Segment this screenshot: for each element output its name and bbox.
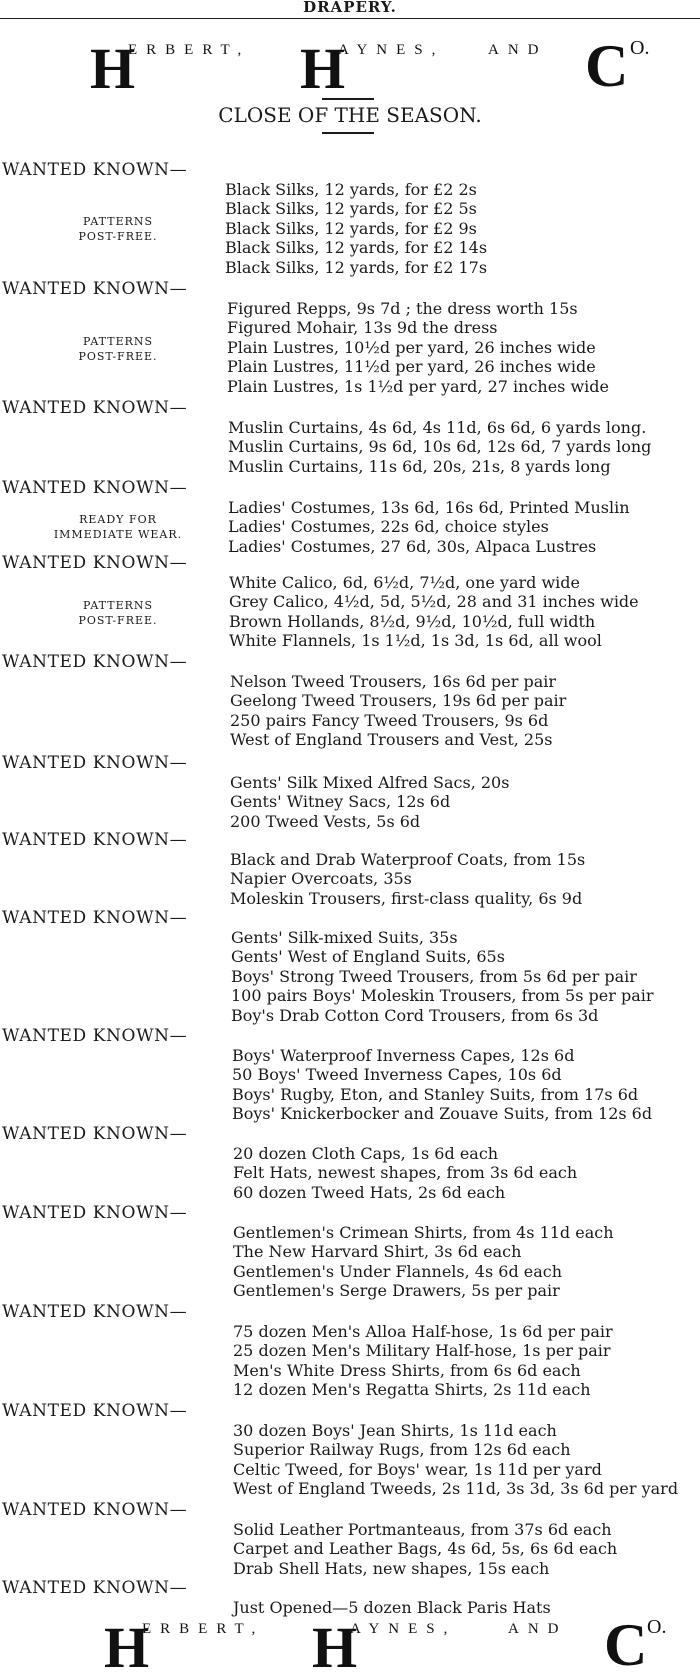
section-items [233, 1598, 551, 1617]
firm-initial-c: C [585, 33, 629, 99]
firm-and: AND [508, 1621, 568, 1637]
item-line: Plain Lustres, 1s 1½d per yard, 27 inches wide [227, 376, 609, 396]
item-line: Ladies' Costumes, 22s 6d, choice styles [228, 517, 549, 537]
item-line: Boys' Rugby, Eton, and Stanley Suits, from 17s 6d [232, 1084, 639, 1104]
item-line: Gentlemen's Crimean Shirts, from 4s 11d each [233, 1223, 614, 1242]
section-note-line: POST-FREE. [78, 230, 158, 243]
item-line: Black and Drab Waterproof Coats, from 15s [230, 850, 586, 869]
item-line: West of England Tweeds, 2s 11d, 3s 3d, 3s 6d per yard [233, 1479, 679, 1499]
section-items [229, 573, 639, 651]
firm-initial-h1: H [104, 1615, 150, 1680]
item-line: West of England Trousers and Vest, 25s [230, 730, 553, 750]
item-line: Moleskin Trousers, first-class quality, 6s 9d [230, 888, 583, 908]
item-line: Boys' Strong Tweed Trousers, from 5s 6d per pair [231, 966, 637, 986]
firm-initial-h1: H [90, 36, 136, 101]
section-heading: WANTED KNOWN— [2, 1500, 188, 1520]
item-line: The New Harvard Shirt, 3s 6d each [233, 1242, 522, 1262]
season-title: CLOSE OF THE SEASON. [218, 103, 482, 127]
item-line: Muslin Curtains, 4s 6d, 4s 11d, 6s 6d, 6 yards long. [228, 418, 647, 437]
item-line: Black Silks, 12 yards, for £2 9s [225, 218, 477, 238]
item-line: Gentlemen's Serge Drawers, 5s per pair [233, 1281, 560, 1301]
item-line: Black Silks, 12 yards, for £2 17s [225, 257, 488, 277]
section-heading: WANTED KNOWN— [2, 478, 188, 498]
firm-word-2: AYNES, [338, 42, 445, 58]
section-items [231, 928, 654, 1025]
item-line: Black Silks, 12 yards, for £2 5s [225, 199, 477, 219]
firm-co-suffix: O. [647, 1616, 667, 1638]
firm-name-top [0, 33, 700, 101]
item-line: Ladies' Costumes, 13s 6d, 16s 6d, Printed Muslin [228, 498, 630, 517]
item-line: Gents' Silk Mixed Alfred Sacs, 20s [230, 773, 510, 792]
firm-co-suffix: O. [630, 37, 650, 59]
section-note-line: PATTERNS [82, 335, 154, 348]
item-line: 75 dozen Men's Alloa Half-hose, 1s 6d per pair [233, 1322, 613, 1341]
item-line: Boys' Knickerbocker and Zouave Suits, from 12s 6d [232, 1104, 653, 1124]
item-line: Drab Shell Hats, new shapes, 15s each [233, 1558, 550, 1578]
item-line: Grey Calico, 4½d, 5d, 5½d, 28 and 31 inches wide [229, 592, 639, 612]
section-heading: WANTED KNOWN— [2, 1203, 188, 1223]
season-rule-bottom [322, 132, 374, 134]
item-line: Ladies' Costumes, 27 6d, 30s, Alpaca Lustres [228, 536, 597, 556]
item-line: Solid Leather Portmanteaus, from 37s 6d each [233, 1520, 612, 1539]
item-line: 60 dozen Tweed Hats, 2s 6d each [233, 1182, 506, 1202]
firm-word-2: AYNES, [350, 1621, 457, 1637]
item-line: Figured Mohair, 13s 9d the dress [227, 318, 498, 338]
item-line: Gents' West of England Suits, 65s [231, 947, 505, 967]
section-items [230, 773, 509, 831]
section-note-line: PATTERNS [82, 215, 154, 228]
item-line: Just Opened—5 dozen Black Paris Hats [233, 1598, 551, 1617]
section-heading: WANTED KNOWN— [2, 1302, 188, 1322]
section-header: DRAPERY. [303, 0, 397, 16]
item-line: 20 dozen Cloth Caps, 1s 6d each [233, 1144, 499, 1163]
item-line: Geelong Tweed Trousers, 19s 6d per pair [230, 691, 567, 711]
item-line: 50 Boys' Tweed Inverness Capes, 10s 6d [232, 1065, 562, 1085]
firm-and: AND [488, 42, 548, 58]
section-items [228, 418, 651, 476]
section-heading: WANTED KNOWN— [2, 1578, 188, 1598]
section-note-line: IMMEDIATE WEAR. [53, 528, 183, 541]
firm-initial-h2: H [312, 1615, 358, 1680]
section-note [18, 512, 218, 542]
section-items [230, 672, 566, 750]
item-line: Carpet and Leather Bags, 4s 6d, 5s, 6s 6d each [233, 1539, 618, 1559]
section-items [225, 180, 487, 277]
item-line: Boy's Drab Cotton Cord Trousers, from 6s 3d [231, 1005, 599, 1025]
section-heading: WANTED KNOWN— [2, 279, 188, 299]
header-rule [0, 18, 700, 19]
item-line: 30 dozen Boys' Jean Shirts, 1s 11d each [233, 1421, 557, 1440]
item-line: 25 dozen Men's Military Half-hose, 1s per pair [233, 1341, 611, 1361]
item-line: Gents' Silk-mixed Suits, 35s [231, 928, 458, 947]
section-heading: WANTED KNOWN— [2, 652, 188, 672]
item-line: Black Silks, 12 yards, for £2 14s [225, 238, 488, 258]
item-line: 200 Tweed Vests, 5s 6d [230, 811, 421, 831]
item-line: White Calico, 6d, 6½d, 7½d, one yard wide [229, 573, 580, 592]
firm-initial-c: C [604, 1612, 648, 1678]
section-items [233, 1421, 678, 1499]
item-line: Brown Hollands, 8½d, 9½d, 10½d, full width [229, 611, 596, 631]
section-items [233, 1223, 614, 1301]
section-heading: WANTED KNOWN— [2, 160, 188, 180]
item-line: Superior Railway Rugs, from 12s 6d each [233, 1440, 571, 1460]
section-note [18, 334, 218, 364]
item-line: Plain Lustres, 11½d per yard, 26 inches wide [227, 357, 596, 377]
section-note-line: READY FOR [79, 513, 157, 526]
section-note-line: POST-FREE. [78, 350, 158, 363]
section-heading: WANTED KNOWN— [2, 398, 188, 418]
item-line: Gentlemen's Under Flannels, 4s 6d each [233, 1261, 563, 1281]
item-line: Boys' Waterproof Inverness Capes, 12s 6d [232, 1046, 575, 1065]
firm-word-1: ERBERT, [128, 42, 251, 58]
firm-word-1: ERBERT, [142, 1621, 265, 1637]
section-items [232, 1046, 652, 1124]
section-note-line: PATTERNS [82, 599, 154, 612]
season-rule-top [322, 98, 374, 100]
item-line: Nelson Tweed Trousers, 16s 6d per pair [230, 672, 557, 691]
item-line: Figured Repps, 9s 7d ; the dress worth 15s [227, 299, 578, 318]
section-items [227, 299, 609, 396]
section-items [233, 1144, 577, 1202]
section-heading: WANTED KNOWN— [2, 1401, 188, 1421]
item-line: 12 dozen Men's Regatta Shirts, 2s 11d each [233, 1380, 591, 1400]
item-line: Gents' Witney Sacs, 12s 6d [230, 792, 451, 812]
section-items [233, 1520, 617, 1578]
item-line: White Flannels, 1s 1½d, 1s 3d, 1s 6d, all wool [229, 631, 602, 651]
item-line: Muslin Curtains, 11s 6d, 20s, 21s, 8 yards long [228, 456, 611, 476]
item-line: Felt Hats, newest shapes, from 3s 6d each [233, 1163, 578, 1183]
section-items [228, 498, 630, 556]
section-items [230, 850, 585, 908]
section-note [18, 598, 218, 628]
section-heading: WANTED KNOWN— [2, 830, 188, 850]
item-line: Celtic Tweed, for Boys' wear, 1s 11d per yard [233, 1459, 602, 1479]
section-heading: WANTED KNOWN— [2, 908, 188, 928]
section-heading: WANTED KNOWN— [2, 1026, 188, 1046]
section-heading: WANTED KNOWN— [2, 553, 188, 573]
section-heading: WANTED KNOWN— [2, 1124, 188, 1144]
firm-name-bottom [0, 1612, 700, 1680]
section-note [18, 214, 218, 244]
section-items [233, 1322, 613, 1400]
item-line: Muslin Curtains, 9s 6d, 10s 6d, 12s 6d, 7 yards long [228, 437, 652, 457]
section-note-line: POST-FREE. [78, 614, 158, 627]
section-heading: WANTED KNOWN— [2, 753, 188, 773]
firm-initial-h2: H [300, 36, 346, 101]
item-line: Plain Lustres, 10½d per yard, 26 inches wide [227, 337, 596, 357]
item-line: Napier Overcoats, 35s [230, 869, 412, 889]
item-line: Black Silks, 12 yards, for £2 2s [225, 180, 477, 199]
item-line: 250 pairs Fancy Tweed Trousers, 9s 6d [230, 710, 549, 730]
item-line: Men's White Dress Shirts, from 6s 6d each [233, 1360, 581, 1380]
item-line: 100 pairs Boys' Moleskin Trousers, from 5s per pair [231, 986, 654, 1006]
